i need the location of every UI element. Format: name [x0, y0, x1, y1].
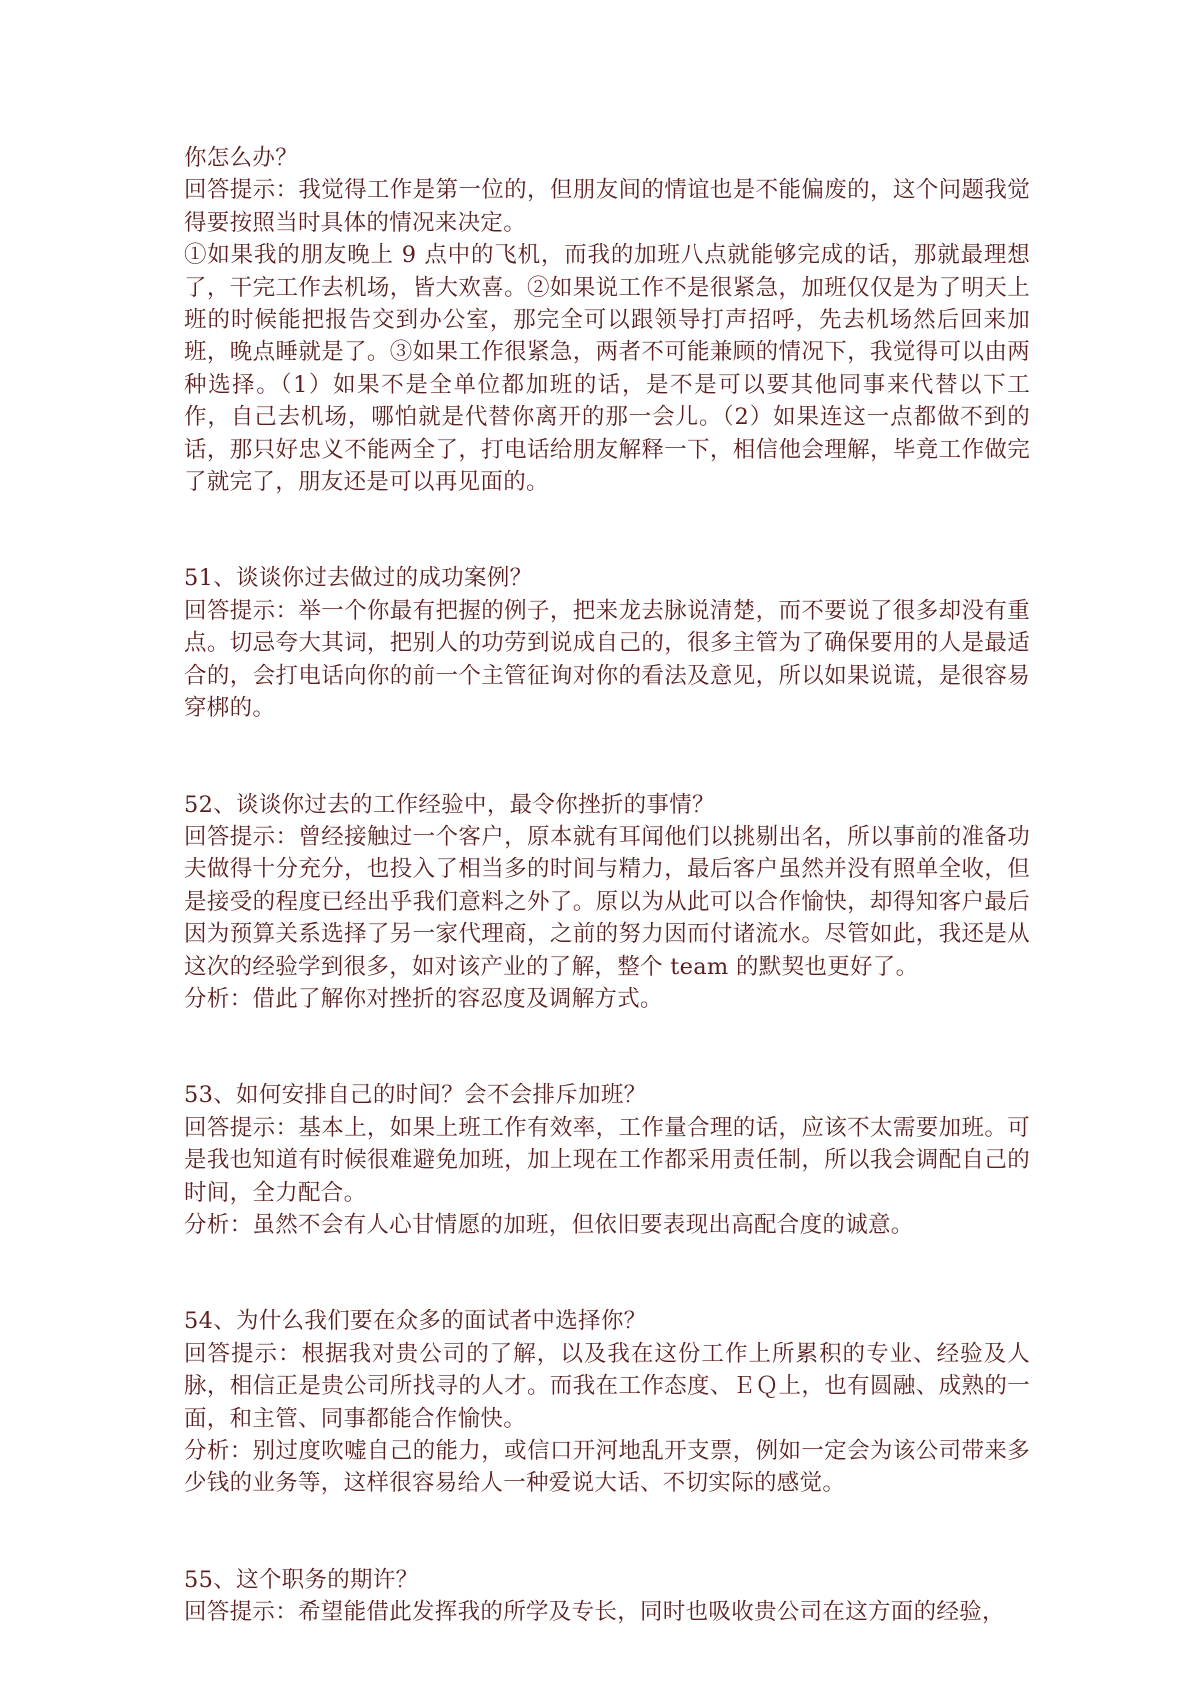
answer-hint: 回答提示：我觉得工作是第一位的，但朋友间的情谊也是不能偏废的，这个问题我觉得要按照当时具体的情况来决定。: [184, 177, 1030, 236]
question-53: 53、如何安排自己的时间？会不会排斥加班？: [184, 1082, 647, 1109]
analysis-53: 分析：虽然不会有人心甘情愿的加班，但依旧要表现出高配合度的诚意。: [184, 1211, 914, 1238]
section-spacer: [184, 1015, 1030, 1079]
question-tail: 你怎么办？: [184, 145, 299, 171]
question-51: 51、谈谈你过去做过的成功案例？: [184, 565, 533, 592]
question-54: 54、为什么我们要在众多的面试者中选择你？: [184, 1308, 647, 1335]
question-52: 52、谈谈你过去的工作经验中，最令你挫折的事情？: [184, 791, 715, 818]
analysis-52: 分析：借此了解你对挫折的容忍度及调解方式。: [184, 985, 663, 1012]
question-55: 55、这个职务的期许？: [184, 1566, 419, 1593]
section-spacer: [184, 498, 1030, 562]
answer-detail: ①如果我的朋友晚上 9 点中的飞机，而我的加班八点就能够完成的话，那就最理想了，干完工作去机场，皆大欢喜。②如果说工作不是很紧急，加班仅仅是为了明天上班的时候能把报告交到办公室，那完全可以跟领导打声招呼，先去机场然后回来加班，晚点睡就是了。③如果工作很紧急，两者不可能兼顾的情况下，我觉得可以由两种选择。（1）如果不是全单位都加班的话，是不是可以要其他同事来代替以下工作，自己去机场，哪怕就是代替你离开的那一会儿。（2）如果连这一点都做不到的话，那只好忠义不能两全了，打电话给朋友解释一下，相信他会理解，毕竟工作做完了就完了，朋友还是可以再见面的。: [184, 242, 1030, 496]
answer-51: 回答提示：举一个你最有把握的例子，把来龙去脉说清楚，而不要说了很多却没有重点。切忌夸大其词，把别人的功劳到说成自己的，很多主管为了确保要用的人是最适合的，会打电话向你的前一个主管征询对你的看法及意见，所以如果说谎，是很容易穿梆的。: [184, 597, 1030, 722]
section-spacer: [184, 1241, 1030, 1305]
document-page: [184, 142, 1030, 1629]
answer-54: 回答提示：根据我对贵公司的了解，以及我在这份工作上所累积的专业、经验及人脉，相信正是贵公司所找寻的人才。而我在工作态度、ＥＱ上，也有圆融、成熟的一面，和主管、同事都能合作愉快。: [184, 1340, 1030, 1432]
section-spacer: [184, 725, 1030, 789]
analysis-54: 分析：别过度吹嘘自己的能力，或信口开河地乱开支票，例如一定会为该公司带来多少钱的业务等，这样很容易给人一种爱说大话、不切实际的感觉。: [184, 1438, 1030, 1497]
answer-53: 回答提示：基本上，如果上班工作有效率，工作量合理的话，应该不太需要加班。可是我也知道有时候很难避免加班，加上现在工作都采用责任制，所以我会调配自己的时间，全力配合。: [184, 1114, 1030, 1206]
section-spacer: [184, 1500, 1030, 1564]
answer-55: 回答提示：希望能借此发挥我的所学及专长，同时也吸收贵公司在这方面的经验，: [184, 1599, 1005, 1626]
answer-52: 回答提示：曾经接触过一个客户，原本就有耳闻他们以挑剔出名，所以事前的准备功夫做得十分充分，也投入了相当多的时间与精力，最后客户虽然并没有照单全收，但是接受的程度已经出乎我们意料之外了。原以为从此可以合作愉快，却得知客户最后因为预算关系选择了另一家代理商，之前的努力因而付诸流水。尽管如此，我还是从这次的经验学到很多，如对该产业的了解，整个 team 的默契也更好了。: [184, 823, 1030, 980]
